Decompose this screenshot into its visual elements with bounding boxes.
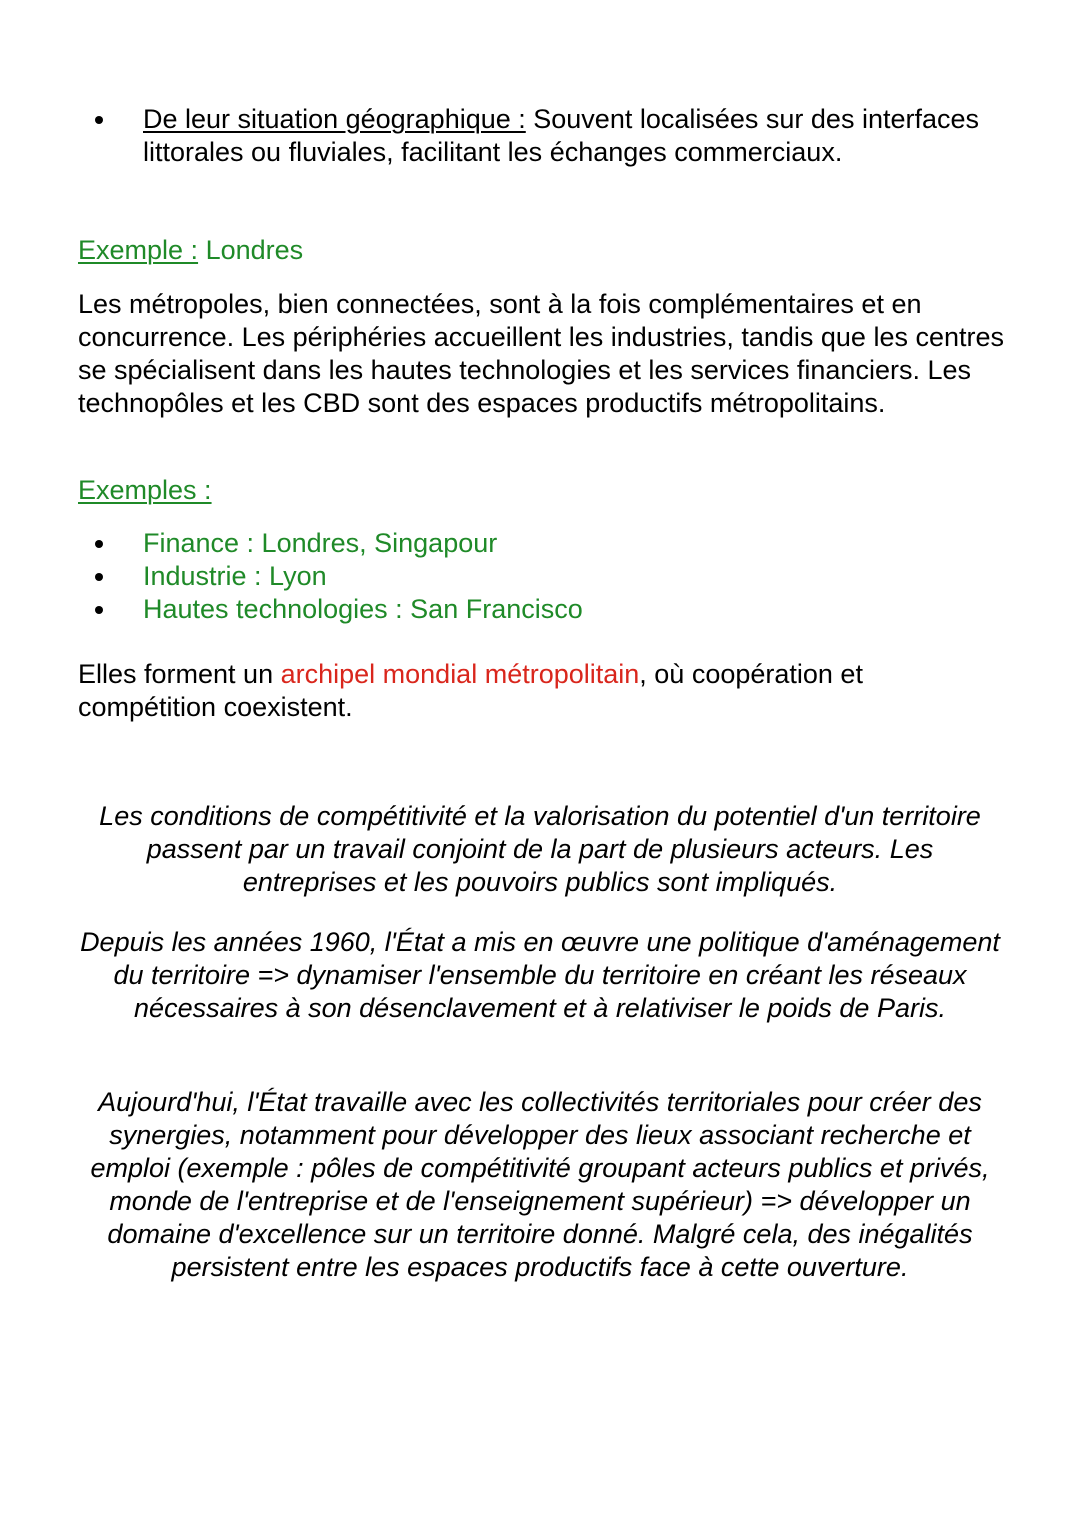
example-london: [78, 234, 1013, 267]
bullet-dot-icon: [95, 540, 103, 548]
italic-paragraph-amenagement: Depuis les années 1960, l'État a mis en œuvre une politique d'aménagement du territoire => dynamiser l'ensemble du territoire en créant les réseaux nécessaires à son désenclavement et à relativiser le poids de Paris.: [80, 927, 1000, 1023]
example-finance: Finance : Londres, Singapour: [143, 528, 498, 558]
examples-list: [95, 527, 995, 626]
paragraph-metropoles: Les métropoles, bien connectées, sont à la fois complémentaires et en concurrence. Les périphéries accueillent les industries, tandis que les centres se spécialisent dans les hautes technologies et les services financiers. Les technopôles et les CBD sont des espaces productifs métropolitains.: [78, 289, 1005, 418]
bullet-dot-icon: [95, 573, 103, 581]
list-item: [95, 593, 995, 626]
examples-heading-label: Exemples :: [78, 475, 212, 505]
bullet-body: Souvent localisées sur des interfaces littorales ou fluviales, facilitant les échanges commerciaux.: [143, 104, 980, 167]
italic-paragraph-competitivite: Les conditions de compétitivité et la valorisation du potentiel d'un territoire passent par un travail conjoint de la part de plusieurs acteurs. Les entreprises et les pouvoirs publics sont impliqués.: [99, 801, 981, 897]
list-item: [95, 527, 995, 560]
list-item: [95, 560, 995, 593]
archipel-after: , où coopération et compétition coexistent.: [78, 659, 863, 722]
example-value: Londres: [198, 235, 304, 265]
example-label: Exemple :: [78, 235, 199, 265]
archipel-before: Elles forment un: [78, 659, 281, 689]
archipel-highlight: archipel mondial métropolitain: [280, 659, 640, 689]
italic-paragraph-synergies: Aujourd'hui, l'État travaille avec les collectivités territoriales pour créer des synergies, notamment pour développer des lieux associant recherche et emploi (exemple : pôles de compétitivité groupant acteurs publics et privés, monde de l'entreprise et de l'enseignement supérieur) => développer un domaine d'excellence sur un territoire donné. Malgré cela, des inégalités persistent entre les espaces productifs face à cette ouverture.: [90, 1087, 990, 1282]
bullet-text: [143, 103, 983, 169]
example-industrie: Industrie : Lyon: [143, 561, 327, 591]
bullet-dot-icon: [95, 116, 103, 124]
bullet-label: De leur situation géographique :: [143, 104, 526, 134]
examples-heading: [78, 474, 1013, 507]
example-hautes-technologies: Hautes technologies : San Francisco: [143, 594, 583, 624]
bullet-dot-icon: [95, 606, 103, 614]
paragraph-archipel: [78, 658, 978, 724]
